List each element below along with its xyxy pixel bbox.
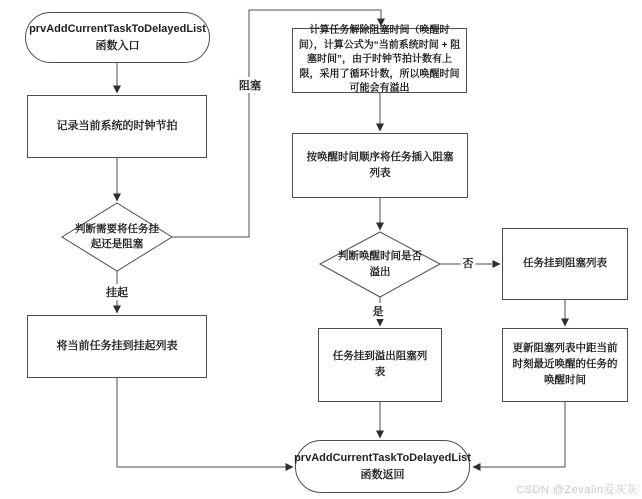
process-insert-blocked-list: 按唤醒时间顺序将任务插入阻塞列表 bbox=[292, 133, 468, 198]
process-update-wake-time: 更新阻塞列表中距当前时刻最近唤醒的任务的唤醒时间 bbox=[502, 328, 628, 402]
process-overflow-blocked-list: 任务挂到溢出阻塞列表 bbox=[318, 328, 442, 402]
process-suspend-list: 将当前任务挂到挂起列表 bbox=[27, 315, 207, 378]
end-terminal bbox=[295, 440, 470, 493]
edge-label-suspend: 挂起 bbox=[104, 284, 130, 300]
process-calc-wake-time: 计算任务解除阻塞时间（唤醒时间），计算公式为“当前系统时间 + 阻塞时间”，由于时钟节拍计数有上限，采用了循环计数，所以唤醒时间可能会有溢出 bbox=[292, 28, 467, 93]
edge-label-no: 否 bbox=[461, 255, 476, 271]
start-terminal bbox=[25, 12, 210, 63]
process-record-tick: 记录当前系统的时钟节拍 bbox=[27, 95, 207, 158]
process-blocked-list: 任务挂到阻塞列表 bbox=[502, 228, 628, 300]
start-terminal-caption: 函数入口 bbox=[95, 39, 140, 52]
edge-label-block: 阻塞 bbox=[237, 77, 263, 93]
start-terminal-function-name: prvAddCurrentTaskToDelayedList bbox=[29, 23, 206, 35]
edge-update-to-end bbox=[473, 402, 565, 467]
end-terminal-caption: 函数返回 bbox=[360, 468, 405, 481]
edge-suspendlist-to-end bbox=[117, 378, 293, 467]
decision-suspend-or-block-label: 判断需要将任务挂起还是阻塞 bbox=[75, 222, 159, 250]
csdn-watermark: CSDN @Zevalin爱灰灰 bbox=[516, 484, 638, 496]
edge-label-yes: 是 bbox=[371, 303, 386, 319]
end-terminal-function-name: prvAddCurrentTaskToDelayedList bbox=[294, 452, 471, 464]
decision-overflow-label: 判断唤醒时间是否溢出 bbox=[338, 250, 422, 278]
